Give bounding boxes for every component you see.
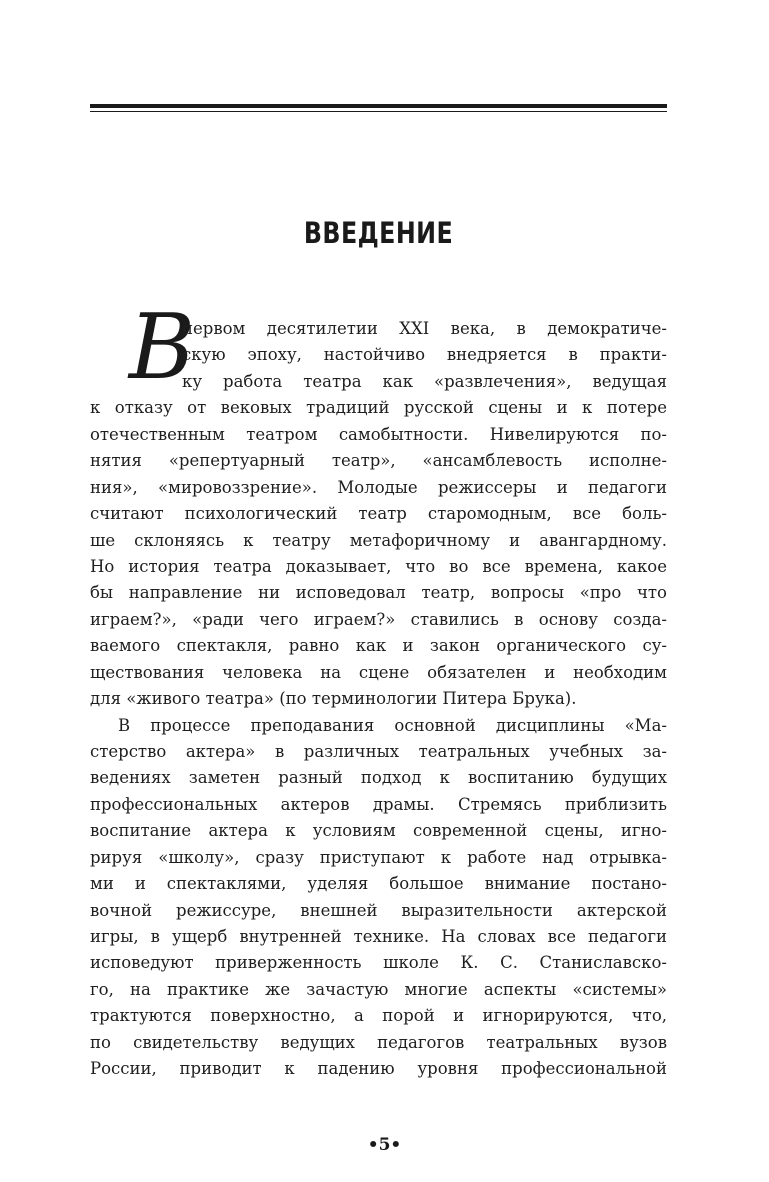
text-line: первом десятилетии XXI века, в демократиче- xyxy=(182,319,667,338)
drop-cap: В xyxy=(128,295,196,400)
text-line: скую эпоху, настойчиво внедряется в практи- xyxy=(182,345,667,365)
text-line: ведениях заметен разный подход к воспитанию будущих xyxy=(90,768,667,788)
text-line: игры, в ущерб внутренней технике. На словах все педагоги xyxy=(90,927,667,946)
text-line: стерство актера» в различных театральных учебных за- xyxy=(90,741,667,761)
text-line: ку работа театра как «развлечения», ведущая xyxy=(182,371,667,391)
paragraph-2 xyxy=(90,713,667,1083)
chapter-title: ВВЕДЕНИЕ xyxy=(303,216,454,250)
text-line: ществования человека на сцене обязателен и необходим xyxy=(90,662,667,682)
text-line: ми и спектаклями, уделяя большое внимание постано- xyxy=(90,874,667,894)
text-line: играем?», «ради чего играем?» ставились в основу созда- xyxy=(90,609,667,629)
text-line: профессиональных актеров драмы. Стремясь приблизить xyxy=(90,794,667,814)
paragraph-1 xyxy=(90,316,667,713)
header-rule-thick xyxy=(90,104,667,108)
text-line: России, приводит к падению уровня профессиональной xyxy=(90,1059,667,1079)
text-line: к отказу от вековых традиций русской сцены и к потере xyxy=(90,398,667,418)
text-line: для «живого театра» (по терминологии Питера Брука). xyxy=(90,689,577,709)
text-line: В процессе преподавания основной дисциплины «Ма- xyxy=(118,715,667,735)
text-line: нятия «репертуарный театр», «ансамблевость исполне- xyxy=(90,451,667,471)
text-line: Но история театра доказывает, что во все времена, какое xyxy=(90,556,667,576)
text-line: вочной режиссуре, внешней выразительности актерской xyxy=(90,900,667,920)
text-line: по свидетельству ведущих педагогов театральных вузов xyxy=(90,1032,667,1052)
header-rule-thin xyxy=(90,111,667,112)
text-line: ше склоняясь к театру метафоричному и авангардному. xyxy=(90,530,667,550)
text-line: ния», «мировоззрение». Молодые режиссеры и педагоги xyxy=(90,477,667,497)
text-line: ваемого спектакля, равно как и закон органического су- xyxy=(90,636,667,656)
text-line: воспитание актера к условиям современной сцены, игно- xyxy=(90,821,667,841)
text-line: трактуются поверхностно, а порой и игнорируются, что, xyxy=(90,1006,667,1026)
text-line: отечественным театром самобытности. Нивелируются по- xyxy=(90,424,667,444)
page-number: •5• xyxy=(367,1135,402,1155)
text-line: го, на практике же зачастую многие аспекты «системы» xyxy=(90,979,667,999)
text-line: бы направление ни исповедовал театр, вопросы «про что xyxy=(90,583,667,603)
text-line: исповедуют приверженность школе К. С. Станиславско- xyxy=(90,953,667,973)
text-line: рируя «школу», сразу приступают к работе над отрывка- xyxy=(90,847,667,867)
text-line: считают психологический театр старомодным, все боль- xyxy=(90,504,667,524)
